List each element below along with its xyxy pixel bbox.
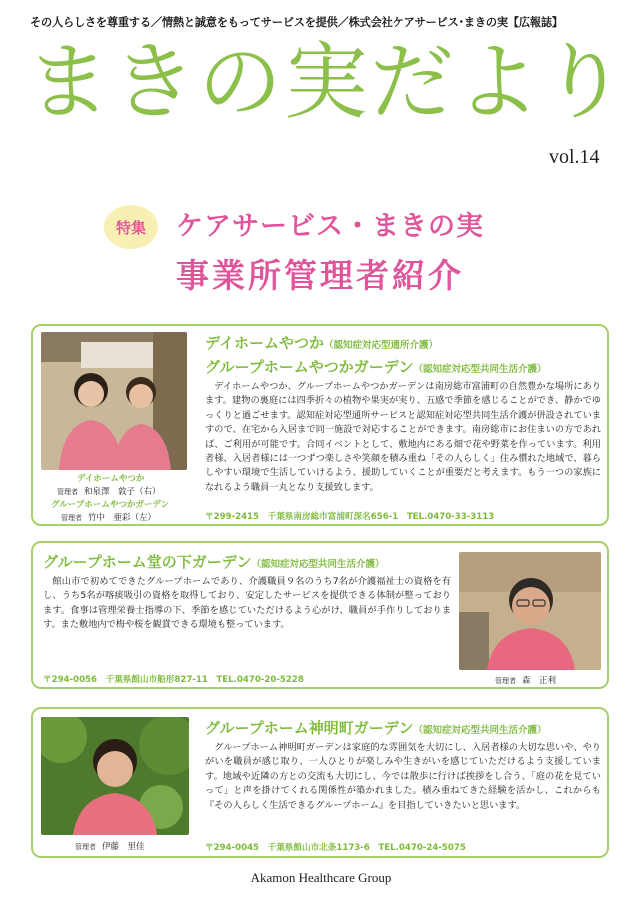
- section-body-donoshita: 館山市で初めてできたグループホームであり、介護職員９名のうち7名が介護福祉士の資格を有し、うち5名が喀痰吸引の資格を取得しており、安定したサービスを提供できる体制が整っております。食事は管理栄養士指導の下、季節を感じていただけるよう心がけ、職員が手作りしております。また敷地内で梅や桜を観賞できる環境も整っています。: [43, 576, 451, 631]
- caption-role-3: 管理者: [495, 677, 516, 685]
- category-yatsuka-garden: （認知症対応型共同生活介護）: [413, 364, 547, 375]
- title-yatsuka-garden: グループホームやつかガーデン: [205, 358, 414, 376]
- caption-manager-4: [75, 840, 145, 852]
- section-title-donoshita: [43, 551, 385, 572]
- feature-title: ケアサービス・まきの実: [176, 211, 484, 242]
- staff-photo-image-2: [459, 552, 601, 670]
- section-body-yatsuka: デイホームやつか、グループホームやつかガーデンは南房総市富浦町の自然豊かな場所にあります。建物の裏庭には四季折々の植物や果実が実り、五感で季節を感じることができ、静かでゆっくりと過ごせます。認知症対応型通所サービスと認知症対応型共同生活介護が併設されていますので、在宅から入居まで同一施設で対応することができます。南房総市にお住まいの方であれば、ご利用が可能です。合同イベントとして、敷地内にある畑で花や野菜を作っています。利用者様、入居者様には一つずつ楽しさや笑顔を積み重ね「その人らしく」住み慣れた地域で、暮らしやすい環境で生活していけるよう、援助していくことが重要だと考えます。もう一つの家族になれるよう職員一丸となり支援致します。: [205, 381, 601, 493]
- caption-facility-1: デイホームやつか: [77, 474, 145, 484]
- staff-photo-shinmeicho: [41, 717, 189, 835]
- category-dayhome: （認知症対応型通所介護）: [323, 340, 438, 351]
- volume-number: vol.14: [549, 146, 600, 168]
- staff-photo-yatsuka: [41, 332, 187, 470]
- section-yatsuka: [31, 324, 609, 526]
- section-address-shinmeicho: 〒294-0045 千葉県館山市北条1173-6 TEL.0470-24-5075: [205, 843, 466, 853]
- feature-badge: [104, 205, 158, 249]
- section-title-yatsuka-garden: [205, 356, 547, 377]
- footer-group-name: Akamon Healthcare Group: [250, 870, 392, 885]
- caption-name-2: 竹中 亜彩（左）: [88, 513, 157, 523]
- title-donoshita: グループホーム堂の下ガーデン: [43, 553, 252, 571]
- section-address-yatsuka: 〒299-2415 千葉県南房総市富浦町深名656-1 TEL.0470-33-3113: [205, 512, 495, 522]
- title-dayhome: デイホームやつか: [205, 334, 324, 352]
- title-shinmeicho: グループホーム神明町ガーデン: [205, 719, 414, 737]
- caption-manager-3: [495, 674, 556, 686]
- section-title-dayhome: [205, 332, 438, 353]
- caption-facility-2: グループホームやつかガーデン: [51, 500, 170, 510]
- staff-photo-image-3: [41, 717, 189, 835]
- section-donoshita: [31, 541, 609, 689]
- section-title-shinmeicho: [205, 717, 547, 738]
- section-shinmeicho: [31, 707, 609, 858]
- category-donoshita: （認知症対応型共同生活介護）: [251, 559, 385, 570]
- section-address-donoshita: 〒294-0056 千葉県館山市船形827-11 TEL.0470-20-5228: [43, 675, 304, 685]
- caption-role-1: 管理者: [57, 488, 78, 496]
- masthead-title: まきの実だより: [26, 33, 629, 131]
- caption-manager-2: [61, 511, 156, 523]
- caption-name-1: 和泉澤 敦子（右）: [84, 487, 161, 497]
- tagline: その人らしさを尊重する／情熱と誠意をもってサービスを提供／株式会社ケアサービス･まきの実【広報誌】: [30, 16, 563, 29]
- feature-badge-label: 特集: [115, 218, 146, 237]
- staff-photo-image: [41, 332, 187, 470]
- caption-name-4: 伊藤 里佳: [102, 842, 145, 852]
- feature-subtitle: 事業所管理者紹介: [176, 256, 464, 295]
- staff-photo-donoshita: [459, 552, 601, 670]
- caption-role-2: 管理者: [61, 514, 82, 522]
- caption-name-3: 森 正利: [522, 676, 557, 686]
- caption-role-4: 管理者: [75, 843, 96, 851]
- caption-manager-1: [57, 485, 161, 497]
- section-body-shinmeicho: グループホーム神明町ガーデンは家庭的な雰囲気を大切にし、入居者様の大切な思いや、やりがいを職員が感じ取り、一人ひとりが楽しみや生きがいを感じていただけるよう支援しています。地域や近隣の方との交流も大切にし、今では散歩に行けば挨拶をし合う、「庭の花を見ていって」と声を掛けてくれる関係性が築かれました。積み重ねてきた経験を活かし、これからも『その人らしく生活できるグループホーム』を目指していきたいと思います。: [205, 742, 601, 811]
- category-shinmeicho: （認知症対応型共同生活介護）: [413, 725, 547, 736]
